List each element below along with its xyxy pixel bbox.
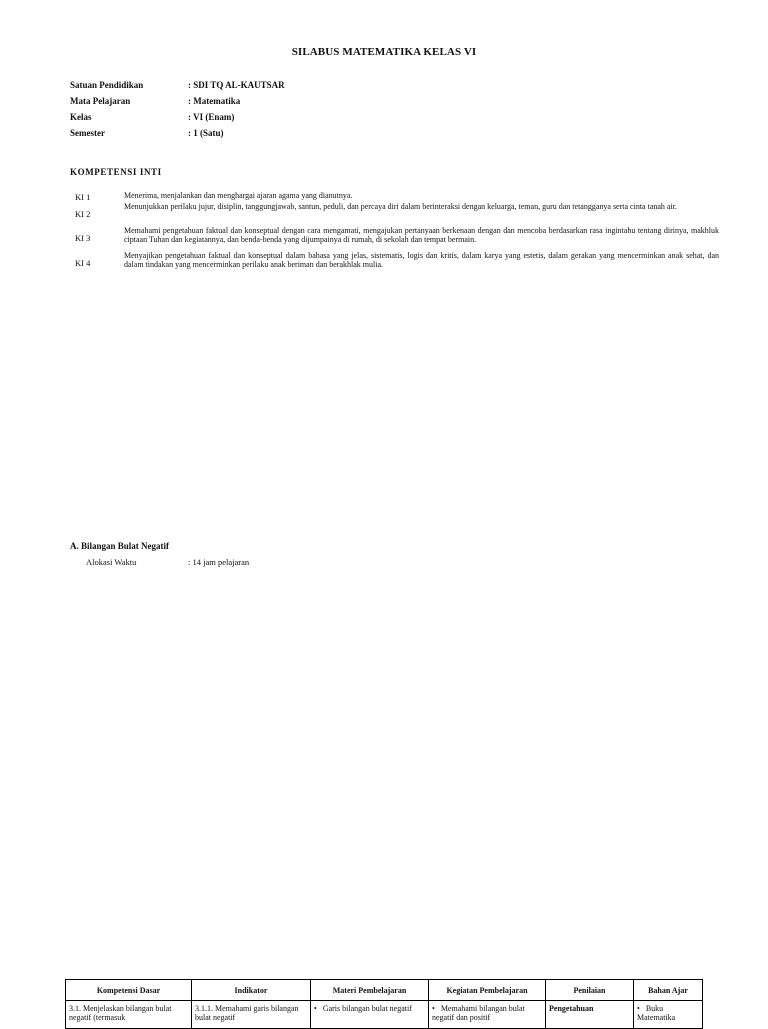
table-header-row [66, 980, 703, 1001]
ki-code: KI 4 [75, 258, 91, 268]
meta-value: : 1 (Satu) [188, 128, 224, 138]
cell-bahan-ajar-text: • Buku Matematika [637, 1004, 675, 1022]
header-penilaian: Penilaian [546, 980, 634, 1001]
meta-value: : SDI TQ AL-KAUTSAR [188, 80, 285, 90]
cell-materi-text: • Garis bilangan bulat negatif [314, 1004, 412, 1013]
ki-code: KI 1 [75, 192, 91, 202]
header-indikator: Indikator [192, 980, 311, 1001]
cell-kompetensi-dasar: 3.1. Menjelaskan bilangan bulat negatif (termasuk [66, 1001, 192, 1029]
cell-penilaian [546, 1001, 634, 1029]
ki-text: Menerima, menjalankan dan menghargai ajaran agama yang dianutnya. [124, 191, 353, 200]
meta-value: : Matematika [188, 96, 241, 106]
section-a-heading: A. Bilangan Bulat Negatif [70, 541, 170, 551]
cell-materi [311, 1001, 429, 1029]
cell-bahan-ajar [634, 1001, 703, 1029]
header-bahan-ajar: Bahan Ajar [634, 980, 703, 1001]
ki-code: KI 3 [75, 233, 91, 243]
cell-indikator: 3.1.1. Memahami garis bilangan bulat negatif [192, 1001, 311, 1029]
syllabus-table [65, 979, 703, 1029]
ki-code: KI 2 [75, 209, 91, 219]
ki-text: Menyajikan pengetahuan faktual dan konseptual dalam bahasa yang jelas, sistematis, logis dan kritis, dalam karya yang estetis, dalam gerakan yang mencerminkan anak sehat, dan dalam tindakan yang mencerminkan perilaku anak beriman dan berakhlak mulia. [124, 251, 719, 269]
document-title: SILABUS MATEMATIKA KELAS VI [291, 46, 477, 58]
meta-label: Mata Pelajaran [70, 96, 131, 106]
meta-label: Satuan Pendidikan [70, 80, 144, 90]
ki-text: Memahami pengetahuan faktual dan konseptual dengan cara mengamati, mengajukan pertanyaan berkenaan dengan dan mencoba berdasarkan rasa ingintahu tentang dirinya, makhluk ciptaan Tuhan dan kegiatannya, dan benda-benda yang dijumpainya di rumah, di sekolah dan tempat bermain. [124, 226, 719, 244]
ki-text: Menunjukkan perilaku jujur, disiplin, tanggungjawab, santun, peduli, dan percaya diri dalam berinteraksi dengan keluarga, teman, guru dan tetangganya serta cinta tanah air. [124, 202, 677, 211]
cell-penilaian-text: Pengetahuan [549, 1004, 594, 1013]
header-kegiatan: Kegiatan Pembelajaran [429, 980, 546, 1001]
header-kompetensi-dasar: Kompetensi Dasar [66, 980, 192, 1001]
meta-value: : VI (Enam) [188, 112, 235, 122]
meta-label: Semester [70, 128, 105, 138]
cell-kegiatan-text: • Memahami bilangan bulat negatif dan positif [432, 1004, 525, 1022]
cell-kegiatan [429, 1001, 546, 1029]
kompetensi-inti-heading: KOMPETENSI INTI [70, 167, 162, 177]
table-row [66, 1001, 703, 1029]
alokasi-waktu-label: Alokasi Waktu [86, 557, 137, 567]
header-materi: Materi Pembelajaran [311, 980, 429, 1001]
meta-label: Kelas [70, 112, 92, 122]
alokasi-waktu-value: : 14 jam pelajaran [188, 557, 250, 567]
